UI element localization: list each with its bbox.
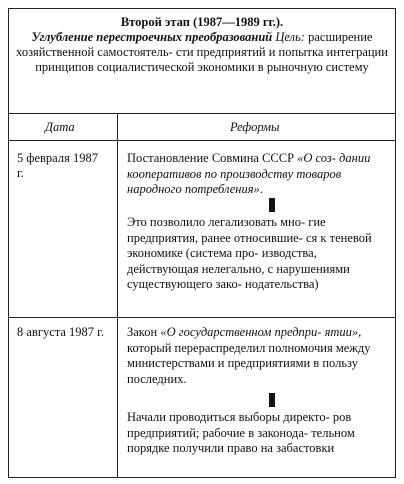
- row-1-reform-prefix: Постановление Совмина СССР: [127, 151, 298, 165]
- stage-subtitle: Углубление перестроечных преобразований: [31, 30, 273, 44]
- row-2-reform-prefix: Закон: [127, 325, 161, 339]
- row-2-reform-suffix: , который перераспределил полномочия между министерствами и предприятиями в пользу последних.: [127, 325, 371, 386]
- goal-text: расширение хозяйственной самостоятель- сти предприятий и попытка интеграции принципов социалистической экономики в рыночную систему: [16, 30, 388, 74]
- table-header: [15, 15, 389, 75]
- row-2-reform-title: «О государственном предпри- ятии»: [160, 325, 359, 339]
- row-1-date: 5 февраля 1987 г.: [17, 151, 98, 180]
- column-divider: [117, 113, 118, 477]
- column-header-date: Дата: [45, 120, 75, 134]
- reform-table: [8, 8, 396, 478]
- row-1-reform-title: «О соз- дании кооперативов по производству товаров народного потребления»: [127, 151, 371, 196]
- row-2-marker: [269, 393, 275, 407]
- row-divider: [9, 317, 395, 318]
- row-2-reform: [127, 325, 379, 387]
- header-divider: [9, 113, 395, 114]
- row-2-result: Начали проводиться выборы директо- ров предприятий; рабочие в законода- тельном порядке получили право на забастовки: [127, 410, 355, 455]
- goal-label: Цель:: [275, 30, 305, 44]
- row-1-reform-suffix: .: [259, 182, 263, 196]
- row-1-result: Это позволило легализовать мно- гие предприятия, ранее относившие- ся к теневой экономике (система про- изводства, действующая нелегально, с нарушениями существующего зако- нодательства): [127, 215, 372, 291]
- stage-title: Второй этап (1987—1989 гг.).: [120, 15, 284, 29]
- row-1-reform: [127, 151, 379, 198]
- row-2-date: 8 августа 1987 г.: [17, 325, 105, 339]
- row-1-marker: [269, 198, 275, 212]
- column-header-divider: [9, 140, 395, 141]
- column-header-reforms: Реформы: [230, 120, 280, 134]
